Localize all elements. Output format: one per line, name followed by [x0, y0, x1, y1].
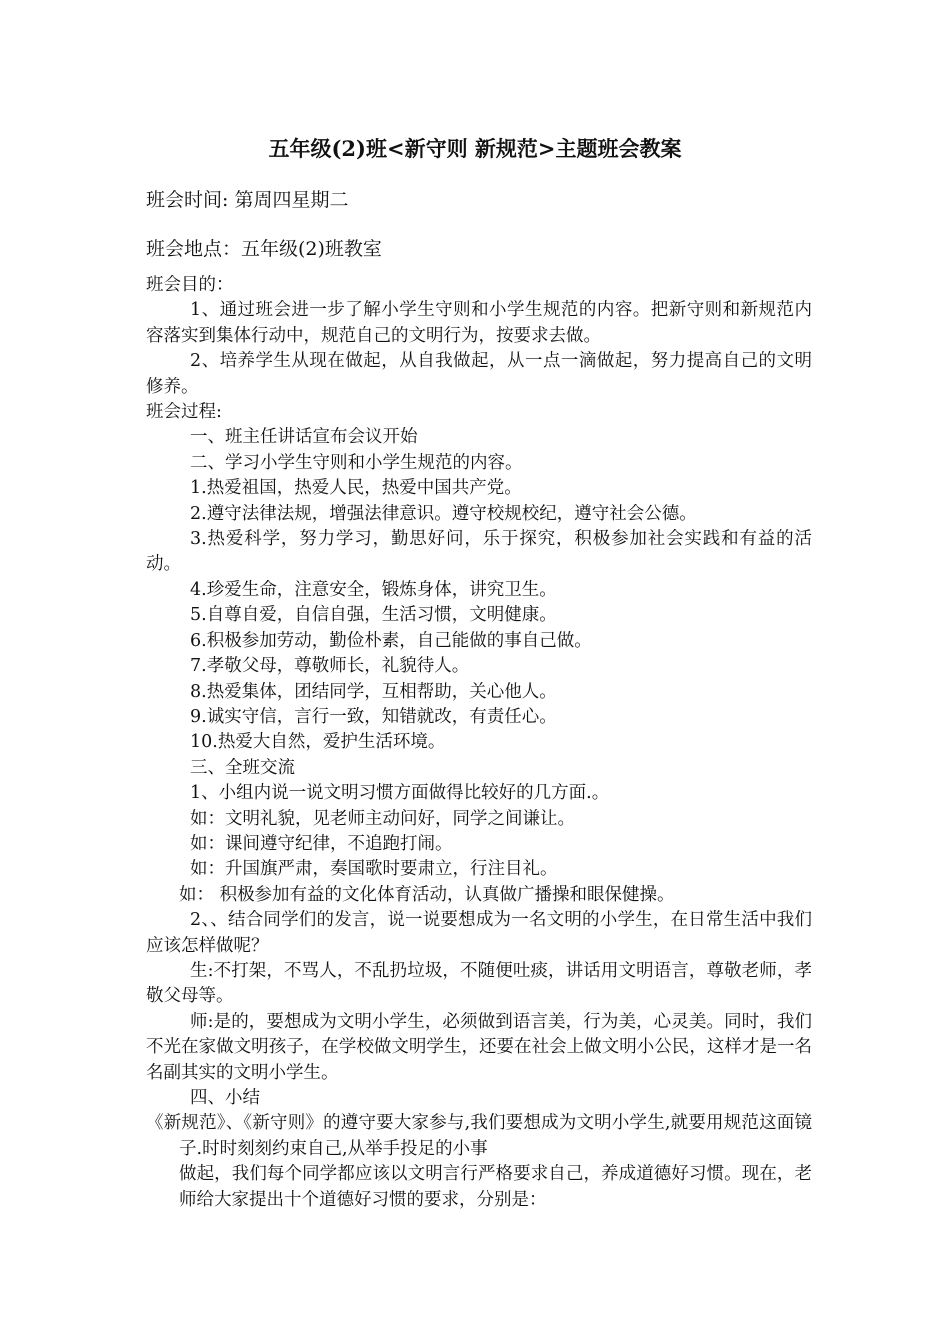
example-item: 如： 积极参加有益的文化体育活动，认真做广播操和眼保健操。	[179, 884, 675, 905]
rule-item: 6.积极参加劳动，勤俭朴素，自己能做的事自己做。	[190, 630, 592, 651]
example-item: 如：课间遵守纪律，不追跑打闹。	[190, 833, 453, 854]
rule-item: 3.热爱科学，努力学习，勤思好问，乐于探究，积极参加社会实践和有益的活动。	[146, 529, 812, 575]
exchange-item: 1、小组内说一说文明习惯方面做得比较好的几方面.。	[190, 783, 610, 804]
document-title: 五年级(2)班<新守则 新规范>主题班会教案	[268, 136, 682, 161]
document-body	[146, 273, 812, 1213]
exchange-item: 2、、结合同学们的发言，说一说要想成为一名文明的小学生，在日常生活中我们应该怎样做呢？	[146, 910, 812, 956]
student-answer: 生:不打架，不骂人，不乱扔垃圾，不随便吐痰，讲话用文明语言，尊敬老师，孝敬父母等。	[146, 960, 812, 1007]
teacher-answer: 师:是的，要想成为文明小学生，必须做到语言美，行为美，心灵美。同时，我们不光在家做文明孩子，在学校做文明学生，还要在社会上做文明小公民，这样才是一名名副其实的文明小学生。	[146, 1011, 812, 1083]
meeting-time: 班会时间: 第周四星期二	[146, 189, 349, 211]
example-item: 如：升国旗严肃，奏国歌时要肃立，行注目礼。	[190, 859, 558, 880]
purpose-item: 1、通过班会进一步了解小学生守则和小学生规范的内容。把新守则和新规范内容落实到集体行动中，规范自己的文明行为，按要求去做。	[146, 300, 812, 346]
section-heading: 三、全班交流	[190, 757, 295, 778]
section-heading: 四、小结	[190, 1088, 260, 1108]
rule-item: 2.遵守法律法规，增强法律意识。遵守校规校纪，遵守社会公德。	[190, 503, 697, 524]
summary-paragraph-continued: 做起，我们每个同学都应该以文明言行严格要求自己，养成道德好习惯。现在，老师给大家提出十个道德好习惯的要求，分别是：	[179, 1164, 812, 1210]
process-heading: 班会过程:	[146, 402, 222, 423]
rule-item: 8.热爱集体，团结同学，互相帮助，关心他人。	[190, 681, 557, 702]
purpose-heading: 班会目的：	[146, 275, 234, 295]
rule-item: 10.热爱大自然，爱护生活环境。	[190, 732, 446, 753]
section-heading: 二、学习小学生守则和小学生规范的内容。	[190, 452, 523, 473]
rule-item: 5.自尊自爱，自信自强，生活习惯，文明健康。	[190, 605, 557, 626]
rule-item: 1.热爱祖国，热爱人民，热爱中国共产党。	[190, 478, 522, 499]
meeting-place: 班会地点：五年级(2)班教室	[146, 238, 382, 260]
example-item: 如：文明礼貌，见老师主动问好，同学之间谦让。	[190, 808, 575, 829]
summary-paragraph: 《新规范》、《新守则》的遵守要大家参与,我们要想成为文明小学生,就要用规范这面镜子.时时刻刻约束自己,从举手投足的小事	[146, 1113, 812, 1159]
purpose-item: 2、培养学生从现在做起，从自我做起，从一点一滴做起，努力提高自己的文明修养。	[146, 351, 812, 397]
rule-item: 4.珍爱生命，注意安全，锻炼身体，讲究卫生。	[190, 579, 557, 600]
rule-item: 7.孝敬父母，尊敬师长，礼貌待人。	[190, 656, 470, 677]
section-heading: 一、班主任讲话宣布会议开始	[190, 427, 418, 448]
rule-item: 9.诚实守信，言行一致，知错就改，有责任心。	[190, 706, 557, 727]
